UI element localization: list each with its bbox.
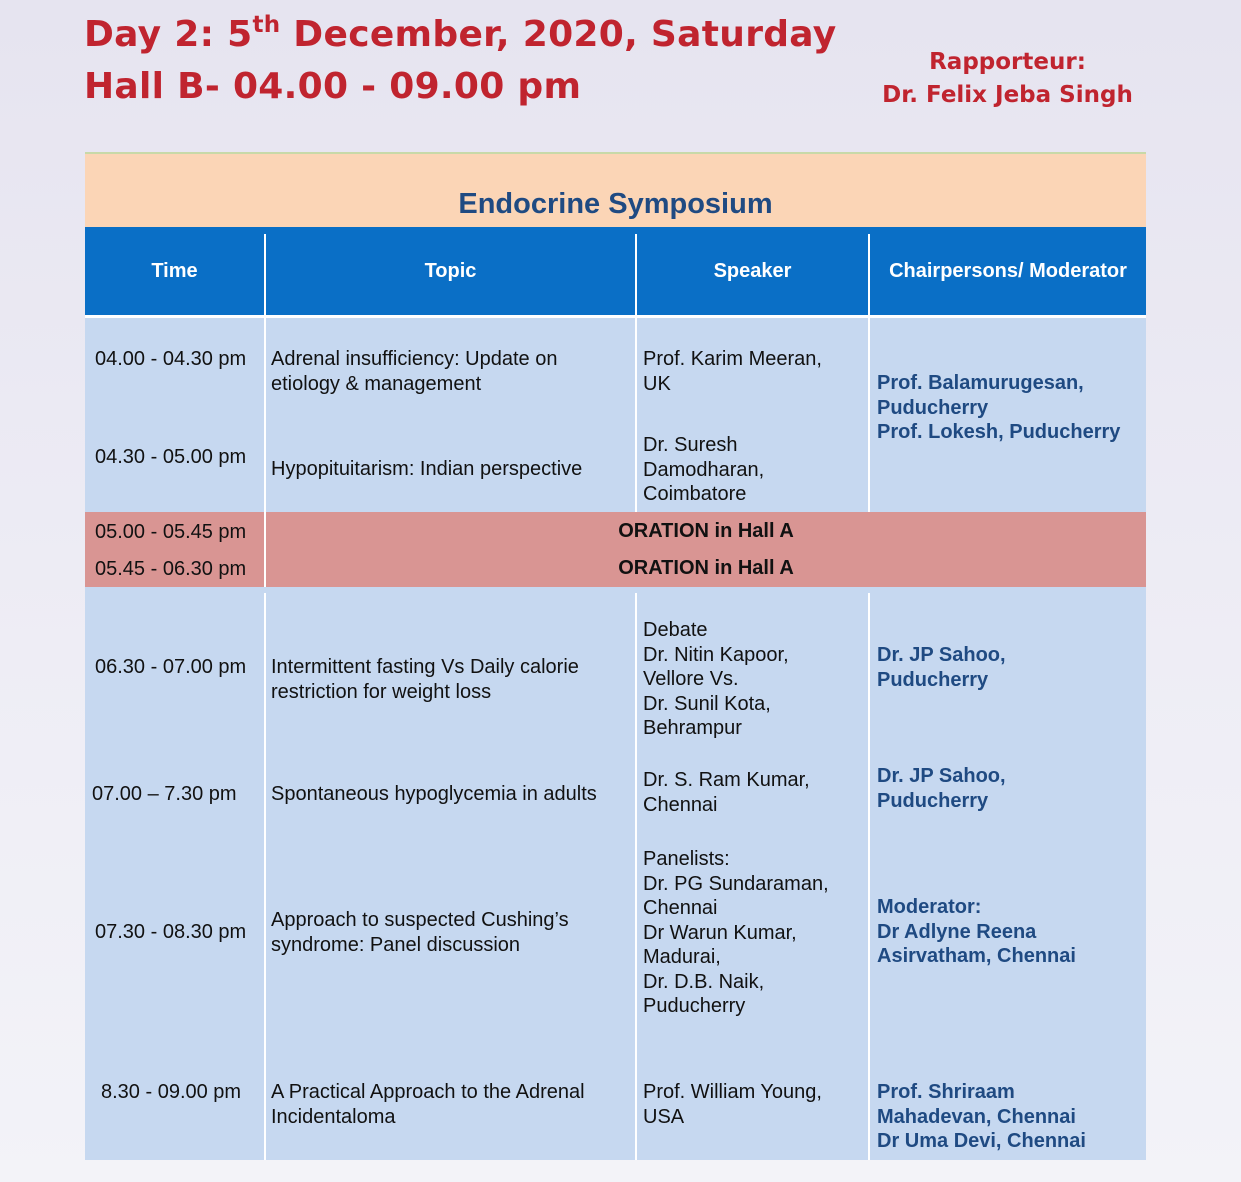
- chair-line: Dr. JP Sahoo,: [877, 765, 1006, 787]
- symposium-title: Endocrine Symposium: [458, 188, 773, 220]
- chair-line: Asirvatham, Chennai: [877, 945, 1076, 967]
- session-time: 8.30 - 09.00 pm: [101, 1081, 242, 1103]
- topic-line: restriction for weight loss: [271, 680, 492, 703]
- chair-line: Puducherry: [877, 668, 989, 691]
- speaker-line: Damodharan,: [643, 458, 765, 481]
- session-time: 06.30 - 07.00 pm: [95, 656, 247, 678]
- speaker-line: Dr Warun Kumar,: [643, 921, 797, 944]
- symposium-banner: [85, 152, 1146, 227]
- day-heading: [84, 14, 837, 55]
- speaker-line: Vellore Vs.: [643, 668, 739, 690]
- session-chair: [877, 764, 1006, 813]
- speaker-line: Dr. Nitin Kapoor,: [643, 643, 789, 666]
- speaker-line: Dr. Suresh: [643, 434, 738, 456]
- speaker-line: Chennai: [643, 897, 718, 919]
- session-chair: [877, 643, 1006, 692]
- oration-label: ORATION in Hall A: [618, 557, 794, 579]
- oration-time: 05.45 - 06.30 pm: [95, 558, 247, 580]
- session-topic: [271, 908, 569, 957]
- oration-time: 05.00 - 05.45 pm: [95, 521, 247, 543]
- hall-heading: Hall B- 04.00 - 09.00 pm: [84, 66, 582, 107]
- session-chair: [877, 895, 1076, 969]
- rapporteur-name: Dr. Felix Jeba Singh: [882, 82, 1133, 108]
- speaker-line: Dr. D.B. Naik,: [643, 970, 765, 993]
- chair-line: Puducherry: [877, 789, 989, 812]
- column-header-topic: Topic: [424, 260, 477, 282]
- session-speaker: [643, 1080, 822, 1129]
- chair-line: Dr. JP Sahoo,: [877, 644, 1006, 666]
- topic-line: Approach to suspected Cushing’s: [271, 909, 569, 931]
- session-time: 04.30 - 05.00 pm: [95, 446, 247, 468]
- speaker-line: Behrampur: [643, 717, 742, 739]
- session-speaker: [643, 618, 789, 741]
- day-heading-prefix: Day 2: 5: [84, 14, 253, 55]
- speaker-line: Dr. S. Ram Kumar,: [643, 769, 810, 791]
- column-divider: [264, 593, 266, 1160]
- session-speaker: [643, 433, 764, 507]
- session-speaker: [643, 347, 822, 396]
- session-topic: [271, 1080, 585, 1129]
- chair-line: Dr Adlyne Reena: [877, 920, 1037, 943]
- schedule-table: [85, 152, 1146, 1160]
- chair-line: Puducherry: [877, 396, 989, 419]
- speaker-line: Dr. Sunil Kota,: [643, 692, 771, 715]
- topic-line: A Practical Approach to the Adrenal: [271, 1081, 585, 1103]
- chair-line: Moderator:: [877, 896, 982, 918]
- chair-line: Mahadevan, Chennai: [877, 1105, 1076, 1128]
- topic-line: Intermittent fasting Vs Daily calorie: [271, 656, 579, 678]
- row-divider: [85, 315, 1146, 318]
- topic-line: Spontaneous hypoglycemia in adults: [271, 783, 597, 805]
- oration-label: ORATION in Hall A: [618, 520, 794, 542]
- speaker-line: Dr. PG Sundaraman,: [643, 872, 829, 895]
- session-chair: [877, 1080, 1086, 1154]
- speaker-line: Debate: [643, 619, 708, 641]
- topic-line: Adrenal insufficiency: Update on: [271, 348, 558, 370]
- session-topic: [271, 457, 582, 482]
- day-heading-sup: th: [252, 12, 281, 38]
- speaker-line: Coimbatore: [643, 483, 747, 505]
- speaker-line: Chennai: [643, 793, 718, 816]
- chair-line: Dr Uma Devi, Chennai: [877, 1130, 1086, 1152]
- session-topic: [271, 655, 579, 704]
- speaker-line: Puducherry: [643, 995, 746, 1017]
- column-divider: [868, 593, 870, 1160]
- chair-line: Prof. Lokesh, Puducherry: [877, 421, 1121, 443]
- chair-line: Prof. Balamurugesan,: [877, 372, 1084, 394]
- column-header-chair: Chairpersons/ Moderator: [889, 260, 1127, 282]
- session-time: 07.00 – 7.30 pm: [92, 783, 237, 805]
- column-header-time: Time: [151, 260, 198, 282]
- topic-line: syndrome: Panel discussion: [271, 933, 521, 956]
- session-time: 07.30 - 08.30 pm: [95, 921, 247, 943]
- chair-line: Prof. Shriraam: [877, 1081, 1015, 1103]
- topic-line: Incidentaloma: [271, 1105, 396, 1128]
- speaker-line: UK: [643, 372, 671, 395]
- speaker-line: Madurai,: [643, 946, 721, 968]
- session-topic: [271, 782, 597, 807]
- topic-line: etiology & management: [271, 372, 482, 395]
- session-topic: [271, 347, 557, 396]
- speaker-line: Panelists:: [643, 848, 730, 870]
- column-header-speaker: Speaker: [713, 260, 792, 282]
- session-time: 04.00 - 04.30 pm: [95, 348, 247, 370]
- rapporteur-label: Rapporteur:: [929, 49, 1086, 75]
- speaker-line: Prof. William Young,: [643, 1081, 822, 1103]
- rapporteur: [880, 46, 1135, 112]
- column-divider: [635, 593, 637, 1160]
- session-speaker: [643, 847, 829, 1019]
- day-heading-suffix: December, 2020, Saturday: [280, 14, 837, 55]
- session-speaker: [643, 768, 810, 817]
- speaker-line: USA: [643, 1105, 685, 1128]
- topic-line: Hypopituitarism: Indian perspective: [271, 458, 583, 480]
- session-chair: [877, 371, 1120, 445]
- speaker-line: Prof. Karim Meeran,: [643, 348, 822, 370]
